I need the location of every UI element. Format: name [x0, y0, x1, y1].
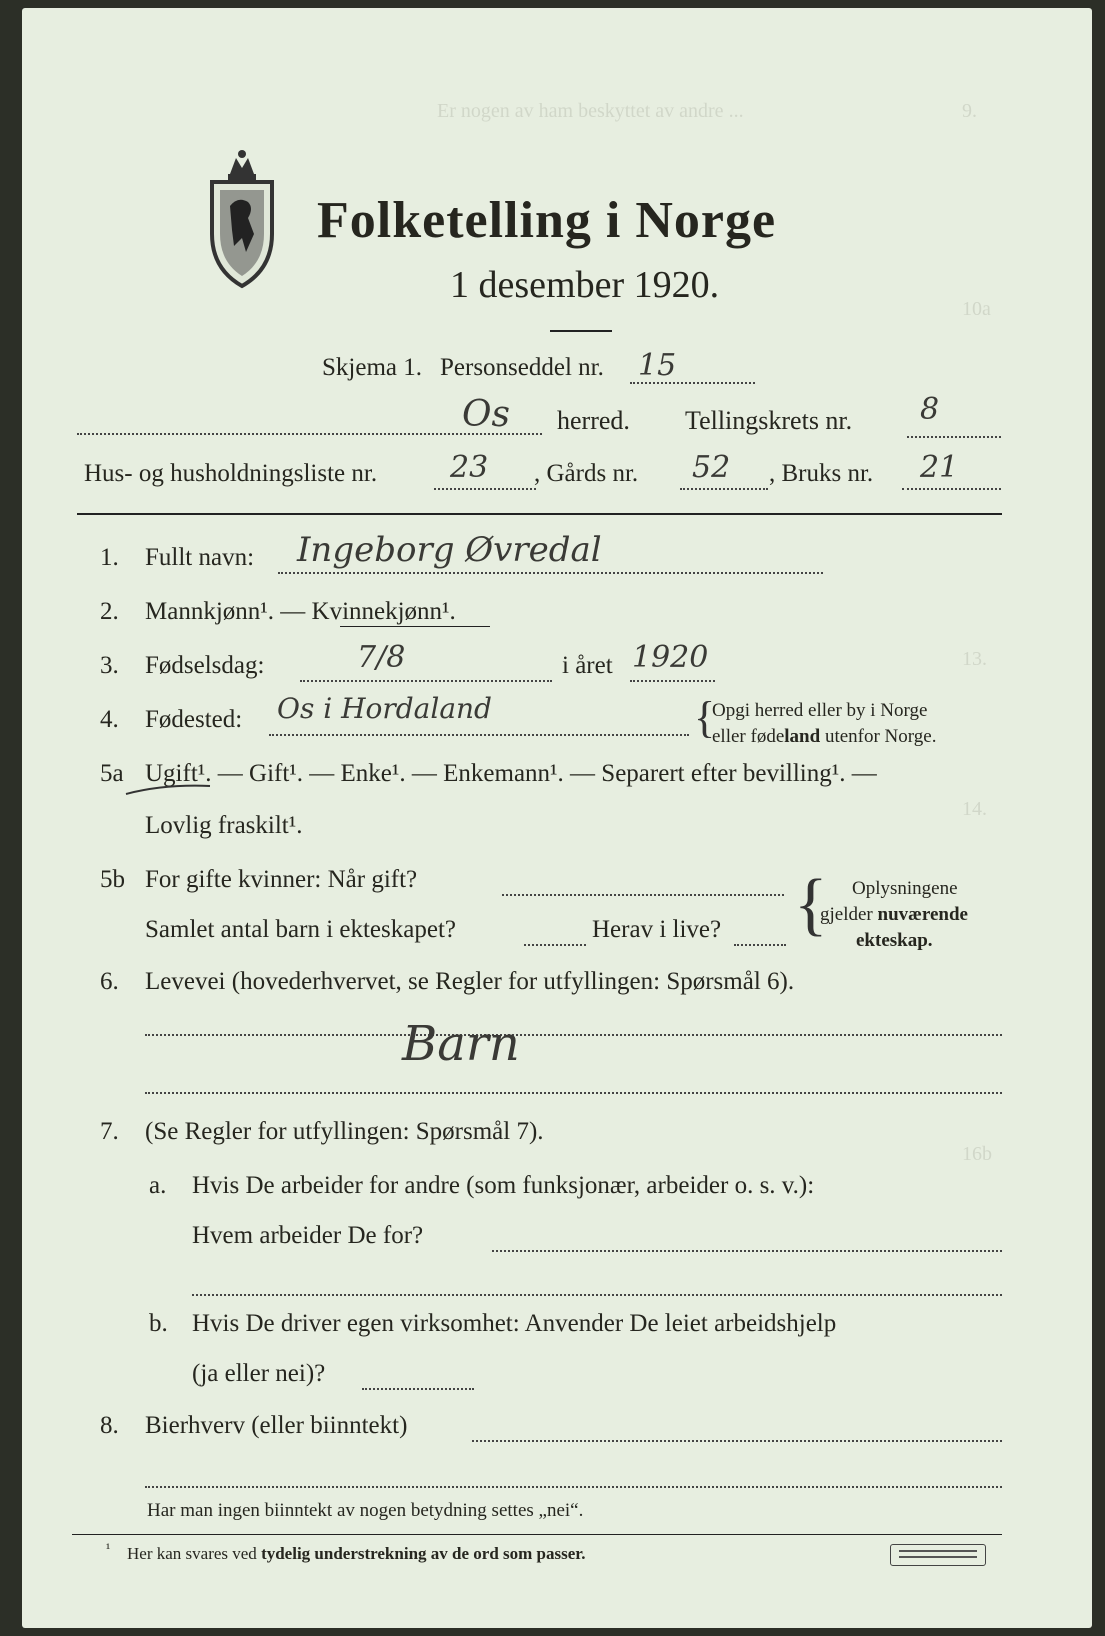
q3-number: 3. — [100, 652, 119, 679]
bleed-through-text: 13. — [962, 648, 987, 670]
gards-value: 52 — [692, 450, 731, 485]
birthday-value: 7/8 — [357, 640, 406, 675]
q4-note-line2: eller fødeland utenfor Norge. — [712, 726, 937, 747]
q4-number: 4. — [100, 706, 119, 733]
census-form — [22, 8, 1092, 1628]
q5b-married-line — [502, 894, 784, 896]
q5b-note-brace: { — [794, 866, 828, 943]
q4-note-line1: Opgi herred eller by i Norge — [712, 700, 928, 721]
bruks-line — [902, 488, 1001, 490]
footnote-text: Her kan svares ved tydelig understrekning av de ord som passer. — [127, 1544, 586, 1563]
coat-of-arms-icon — [202, 134, 282, 294]
form-title: Folketelling i Norge — [317, 192, 777, 249]
q1-number: 1. — [100, 544, 119, 571]
bleed-through-text: 16b — [962, 1143, 992, 1165]
herred-label: herred. — [557, 406, 630, 435]
q7b-line2: (ja eller nei)? — [192, 1360, 326, 1387]
q3-line — [300, 680, 552, 682]
q8-label: Bierhverv (eller biinntekt) — [145, 1412, 408, 1439]
q5b-note-line1: Oplysningene — [852, 878, 958, 899]
q7-number: 7. — [100, 1118, 119, 1145]
footnote-mark: ¹ — [106, 1542, 111, 1557]
husliste-label: Hus- og husholdningsliste nr. — [84, 460, 378, 487]
q2-number: 2. — [100, 598, 119, 625]
husliste-line — [434, 488, 536, 490]
printer-stamp-icon — [890, 1544, 986, 1566]
q4-note-brace: { — [694, 693, 716, 742]
q5b-alive-line — [734, 944, 786, 946]
birth-year-value: 1920 — [632, 640, 709, 675]
q5b-married-label: For gifte kvinner: Når gift? — [145, 866, 418, 893]
census-date: 1 desember 1920. — [450, 264, 720, 306]
q3-year-line — [630, 680, 715, 682]
herred-value: Os — [462, 394, 510, 435]
marital-status-options: Ugift¹. — Gift¹. — Enke¹. — Enkemann¹. — Separert efter bevilling¹. — — [145, 760, 877, 787]
full-name-value: Ingeborg Øvredal — [297, 530, 602, 570]
q7b-label: b. — [149, 1310, 168, 1337]
q5b-alive-label: Herav i live? — [592, 916, 722, 943]
q8-line1 — [472, 1440, 1002, 1442]
tellingskrets-value: 8 — [920, 392, 940, 427]
header-separator — [77, 513, 1002, 515]
tellingskrets-label: Tellingskrets nr. — [685, 406, 853, 435]
q5b-note-line2: gjelder nuværende — [820, 904, 968, 925]
gender-options: Mannkjønn¹. — Kvinnekjønn¹. — [145, 598, 456, 625]
personseddel-label: Personseddel nr. — [440, 354, 604, 381]
bleed-through-text: Er nogen av ham beskyttet av andre ... — [437, 100, 744, 122]
q7a-line2: Hvem arbeider De for? — [192, 1222, 424, 1249]
bleed-through-text: 14. — [962, 798, 987, 820]
tellingskrets-line — [907, 436, 1001, 438]
q7b-answer-line — [362, 1388, 474, 1390]
birthplace-value: Os i Hordaland — [277, 692, 492, 725]
q3-label: Fødselsdag: — [145, 652, 265, 679]
husliste-value: 23 — [450, 450, 489, 485]
q6-line2 — [145, 1092, 1002, 1094]
gards-label: , Gårds nr. — [534, 460, 639, 487]
footnote-separator — [72, 1534, 1002, 1535]
occupation-value: Barn — [402, 1016, 520, 1072]
personseddel-value: 15 — [638, 348, 677, 383]
q6-number: 6. — [100, 968, 119, 995]
q6-line1 — [145, 1034, 1002, 1036]
bleed-through-text: 10a — [962, 298, 991, 320]
q7b-line1: Hvis De driver egen virksomhet: Anvender De leiet arbeidshjelp — [192, 1310, 837, 1337]
q7a-label: a. — [149, 1172, 167, 1199]
gards-line — [680, 488, 768, 490]
q7a-answer-line2 — [192, 1294, 1002, 1296]
q4-line — [269, 734, 689, 736]
q5a-number: 5a — [100, 760, 124, 787]
q1-label: Fullt navn: — [145, 544, 255, 571]
q8-note: Har man ingen biinntekt av nogen betydning settes „nei“. — [147, 1500, 584, 1521]
bleed-through-text: 9. — [962, 100, 977, 122]
q7a-line1: Hvis De arbeider for andre (som funksjonær, arbeider o. s. v.): — [192, 1172, 815, 1199]
marital-status-line2: Lovlig fraskilt¹. — [145, 812, 303, 839]
q3-year-label: i året — [562, 652, 613, 679]
kvinnekjonn-underline — [340, 626, 490, 627]
q1-line — [278, 572, 823, 574]
q7a-answer-line — [492, 1250, 1002, 1252]
schema-label: Skjema 1. — [322, 354, 422, 381]
q5b-children-label: Samlet antal barn i ekteskapet? — [145, 916, 456, 943]
q7-label: (Se Regler for utfyllingen: Spørsmål 7). — [145, 1118, 544, 1145]
q4-label: Fødested: — [145, 706, 243, 733]
ugift-underline-mark — [124, 782, 212, 796]
bruks-label: , Bruks nr. — [769, 460, 874, 487]
q5b-note-line3: ekteskap. — [856, 930, 933, 951]
title-divider — [550, 330, 612, 332]
bruks-value: 21 — [920, 450, 959, 485]
q6-label: Levevei (hovederhvervet, se Regler for utfyllingen: Spørsmål 6). — [145, 968, 795, 995]
q8-number: 8. — [100, 1412, 119, 1439]
q5b-children-line — [524, 944, 586, 946]
q8-line2 — [145, 1486, 1002, 1488]
q5b-number: 5b — [100, 866, 125, 893]
